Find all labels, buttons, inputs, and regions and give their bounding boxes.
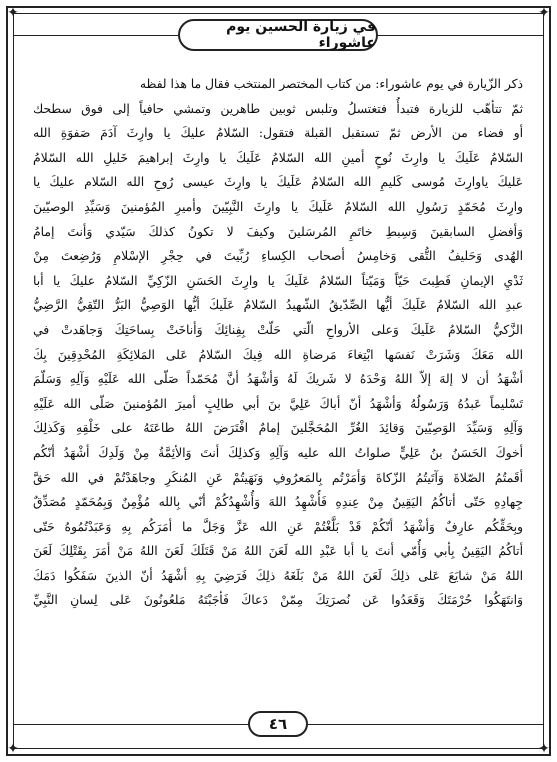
header-rule-right [378, 35, 543, 36]
text-line: عَليكَ ياوارِثَ مُوسى كَليمِ الله السّلامُ عَلَيكَ يا وارِثَ عيسى رُوحِ الله السّلام عليكَ يا [33, 175, 523, 190]
body-text [33, 72, 523, 613]
page-title: في زيارة الحسين يوم عاشوراء [226, 19, 376, 51]
corner-ornament-icon: ✦ [538, 741, 550, 757]
text-line: اللهُ مَنْ شايَعَ عَلى ذلِكَ لَعَنَ اللهُ مَنْ بَلَغَهُ ذلِكَ فَرَضِيَ بِهِ أشْهَدُ أنّ الذينَ سَفَكُوا دَمَكَ [33, 568, 523, 583]
text-line: ثَدْيِ الإيمانِ فَطِبتَ حَيّاً وَمَيّتاً السّلامُ عَلَيكَ يا وارِثَ الحَسَنِ الزّكِيِّ السّلامُ عليكَ يا أبا [33, 273, 523, 288]
footer-rule-right [308, 724, 543, 725]
text-line: وَأفضلِ السابقينَ وَسِبطِ خاتَمِ المُرسَلينَ وكيفَ لا تكونُ كذلكَ سَيّدي وَأنتَ إمامُ [33, 224, 523, 239]
text-line: ثمّ تتأهّب للزيارة فتبدأُ فتغتسلُ وتلبس ثوبين طاهرين وتمشي حافياً إلى فوق سطحك [33, 101, 523, 116]
text-line: جِهادِهِ حَتّى أتاكُمُ اليَقِينُ مِنْ عِندِهِ فَأُشْهِدُ اللهَ وَأُشْهِدُكُمْ أنّي بِالله مُؤْمِنٌ وَبِمُحَمّدٍ مُصَدِّقٌ [33, 495, 523, 510]
text-line: الزَّكيُّ السّلامُ عَلَيكَ وَعلى الأرواحِ الّتي حَلّتْ بِفِنائِكَ وَأناخَتْ بِساحَتِكَ وَجاهَدتْ في [33, 322, 523, 337]
corner-ornament-icon: ✦ [538, 5, 550, 21]
page-number-box [248, 711, 308, 737]
text-line: أخوكَ الحَسَنُ بنُ عَلِيٍّ صلواتُ الله عليه وَآلِهِ وَكذلِكَ أنتَ وَالأئِمَّةُ مِنْ وَلَدِكَ أشْهَدُ أنّكُم [33, 445, 523, 460]
corner-ornament-icon: ✦ [7, 5, 19, 21]
text-line: الله مَعَكَ وَشَرَتْ نَفسَها ابْتِغاءَ مَرضاةِ الله فِيكَ السّلامُ عَلى المَلائِكَةِ المُحْدِقِينَ بِكَ [33, 347, 523, 362]
text-line: أشْهَدُ أن لا إلهَ إلاّ اللهُ وَحْدَهُ لا شَريكَ لَهُ وَأشْهَدُ أنَّ مُحَمّداً صَلّى الله عَلَيْهِ وَآلِهِ وَسَلّمَ [33, 372, 523, 387]
footer-rule-left [14, 724, 248, 725]
text-line: وبِحَقِّكُم عارِفٌ وَأشْهَدُ أنّكُمْ قَدْ بَلَّغْتُمْ عَنِ الله عَزَّ وَجَلَّ ما أمَرَكُم بِهِ وَعَبَدْتُمُوهُ حَتّى [33, 519, 523, 534]
text-line: الهُدى وَحَليفُ التُّقى وَخامِسُ أصحاب الكِساءِ رُبِّيتَ في حِجْرِ الإسْلامِ وَرُضِعتَ مِنْ [33, 249, 523, 264]
text-line: عبدِ الله السّلامُ عَلَيكَ أيُّها الصِّدّيقُ الشّهيدُ السّلامُ عَلَيكَ أيُّها الوَصِيُّ البَرُّ التّقِيُّ الرَّضِيُّ [33, 298, 523, 313]
text-line: وارِثَ مُحَمّدٍ رَسُولِ الله السّلامُ عَلَيكَ يا وارِثَ النَّبِيّينَ وأميرِ المُؤمنينَ وَسَيِّدِ الوصيّينَ [33, 199, 523, 214]
corner-ornament-icon: ✦ [7, 741, 19, 757]
page-number: ٤٦ [268, 715, 288, 733]
text-line: أقَمتُمُ الصّلاةَ وَآتَيتُمُ الزّكاةَ وَأمَرْتُم بِالمَعرُوفِ وَنَهَيتُمْ عَنِ المُنكَرِ وجاهَدْتُمْ في الله حَقَّ [33, 470, 523, 485]
text-line: ذكر الزّيارة في يوم عاشوراء: من كتاب المختصر المنتخب فقال ما هذا لفظه [139, 77, 523, 91]
text-line: أتاكُمُ اليَقِينُ بِأبي وَأُمّي أنتَ يا أبا عَبْدِ الله لَعَنَ اللهُ مَنْ قَتَلَكَ لَعَنَ اللهُ مَنْ أمَرَ بِقَتْلِكَ لَعَنَ [33, 544, 523, 559]
text-line: السّلامُ عَلَيكَ يا وارِثَ نُوحٍ أمينِ الله السّلامُ عَلَيكَ يا وارِثَ إبراهيمَ خَليلِ الله السّلامُ [33, 150, 523, 165]
header-rule-left [14, 35, 178, 36]
text-line: أو فضاء من الأرض ثمّ تستقبل القبلة فتقول: السّلامُ عليكَ يا وارِثَ آدَمَ صَفوَةِ الله [33, 126, 523, 141]
text-line: تَسْليماً عَبدُهُ وَرَسُولُهُ وَأشْهَدُ أنّ أباكَ عَلِيَّ بنَ أبي طالِبٍ أميرَ المُؤمنينَ صَلّى الله عَلَيْهِ [33, 396, 523, 411]
text-line: وَآلِهِ وَسَيِّدَ الوَصِيّينَ وَقائِدَ الغُرِّ المُحَجَّلينَ إمامٌ افْتَرَضَ اللهُ طاعَتَهُ على خَلْقِهِ وَكَذلِكَ [33, 421, 523, 436]
text-line: وَانتَهَكُوا حُرْمَتَكَ وَقَعَدُوا عَن نُصرَتِكَ مِمّنْ دَعاكَ فَأجَبْتَهُ مَلعُونُونَ عَلى لِسانِ النَّبِيِّ [33, 593, 523, 608]
page-header [178, 19, 378, 51]
